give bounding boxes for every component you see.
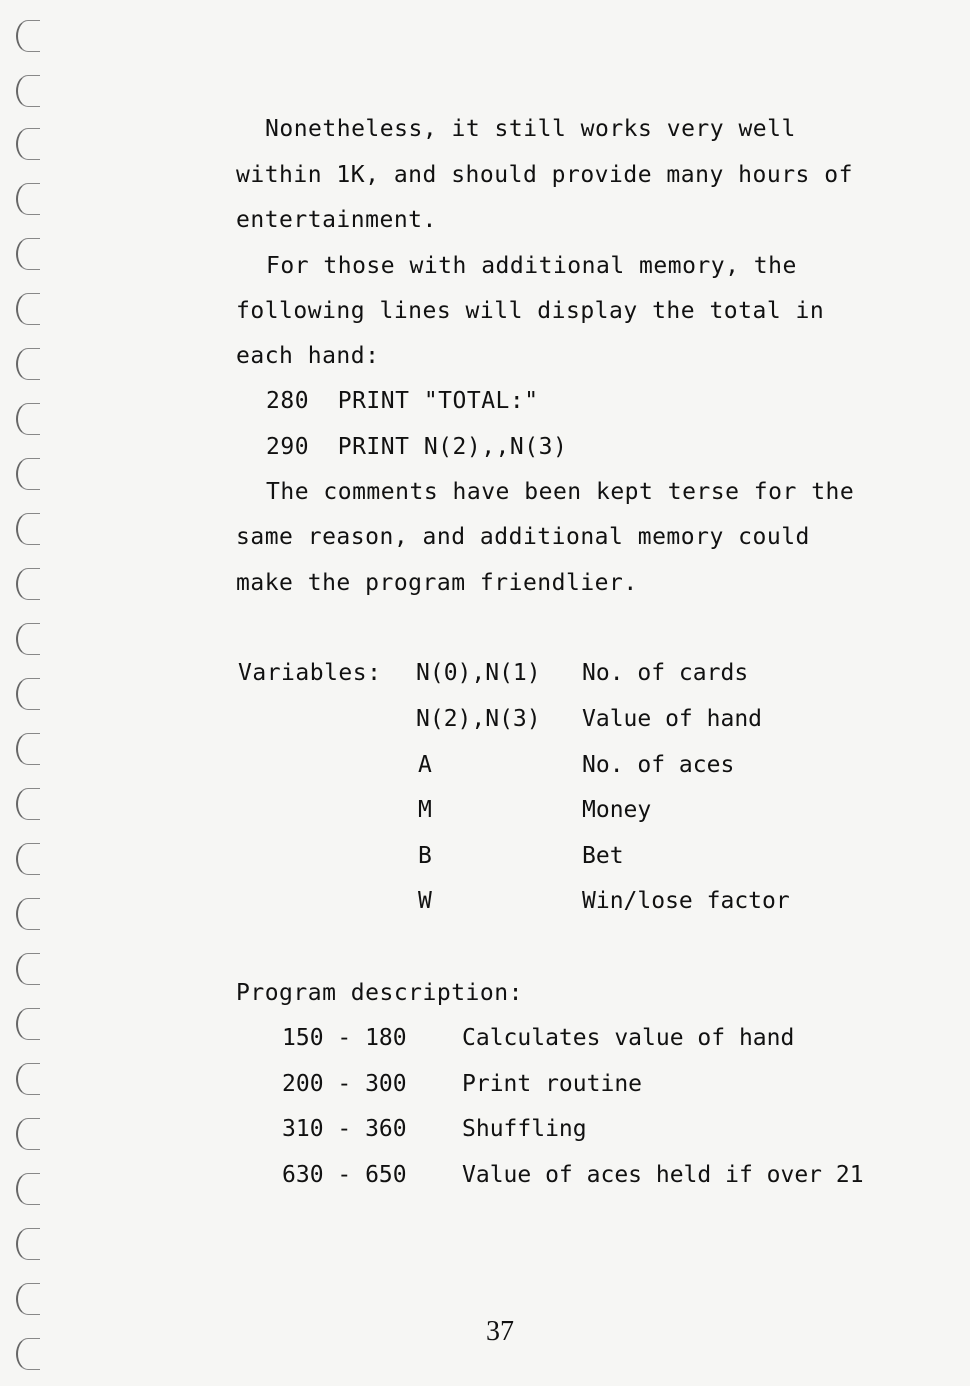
page-number: 37 (486, 1316, 514, 1347)
binder-hole (16, 128, 40, 160)
code-line: 290 PRINT N(2),,N(3) (266, 434, 568, 460)
program-desc: Calculates value of hand (462, 1025, 795, 1051)
binder-hole (16, 238, 40, 270)
binder-hole (16, 843, 40, 875)
binder-hole (16, 293, 40, 325)
binder-hole (16, 403, 40, 435)
variable-name: N(0),N(1) (416, 660, 541, 686)
comments-line: same reason, and additional memory could (236, 524, 810, 550)
variable-desc: Value of hand (582, 706, 763, 732)
binder-hole (16, 348, 40, 380)
program-desc: Value of aces held if over 21 (462, 1162, 864, 1188)
variable-name: B (418, 843, 432, 869)
code-line: 280 PRINT "TOTAL:" (266, 388, 539, 414)
intro-line: within 1K, and should provide many hours of (236, 162, 853, 188)
binder-hole (16, 898, 40, 930)
variable-name: M (418, 797, 432, 823)
binder-hole (16, 568, 40, 600)
intro-line: Nonetheless, it still works very well (265, 116, 796, 142)
binder-hole (16, 1283, 40, 1315)
binder-hole (16, 1118, 40, 1150)
program-range: 310 - 360 (282, 1116, 407, 1142)
program-desc: Shuffling (462, 1116, 587, 1142)
memory-line: For those with additional memory, the (266, 253, 797, 279)
binder-hole (16, 513, 40, 545)
program-range: 630 - 650 (282, 1162, 407, 1188)
comments-line: make the program friendlier. (236, 570, 638, 596)
binder-hole (16, 75, 40, 107)
binder-hole (16, 1173, 40, 1205)
variable-desc: Win/lose factor (582, 888, 790, 914)
memory-line: following lines will display the total in (236, 298, 825, 324)
binder-hole (16, 1008, 40, 1040)
variable-desc: Money (582, 797, 652, 823)
variable-name: W (418, 888, 432, 914)
binder-hole (16, 623, 40, 655)
binder-hole (16, 1338, 40, 1370)
comments-line: The comments have been kept terse for the (266, 479, 855, 505)
binder-hole (16, 953, 40, 985)
variable-name: A (418, 752, 432, 778)
program-desc: Print routine (462, 1071, 643, 1097)
variable-name: N(2),N(3) (416, 706, 541, 732)
variable-desc: No. of aces (582, 752, 735, 778)
binder-hole (16, 20, 40, 52)
program-heading: Program description: (236, 980, 523, 1006)
binder-hole (16, 183, 40, 215)
variables-heading: Variables: (238, 660, 382, 686)
binder-hole (16, 1063, 40, 1095)
variable-desc: Bet (582, 843, 624, 869)
program-range: 200 - 300 (282, 1071, 407, 1097)
binder-hole (16, 678, 40, 710)
memory-line: each hand: (236, 343, 380, 369)
intro-line: entertainment. (236, 207, 437, 233)
variable-desc: No. of cards (582, 660, 749, 686)
program-range: 150 - 180 (282, 1025, 407, 1051)
binder-hole (16, 1228, 40, 1260)
binder-hole (16, 788, 40, 820)
binder-hole (16, 458, 40, 490)
binder-holes (0, 0, 44, 1386)
binder-hole (16, 733, 40, 765)
